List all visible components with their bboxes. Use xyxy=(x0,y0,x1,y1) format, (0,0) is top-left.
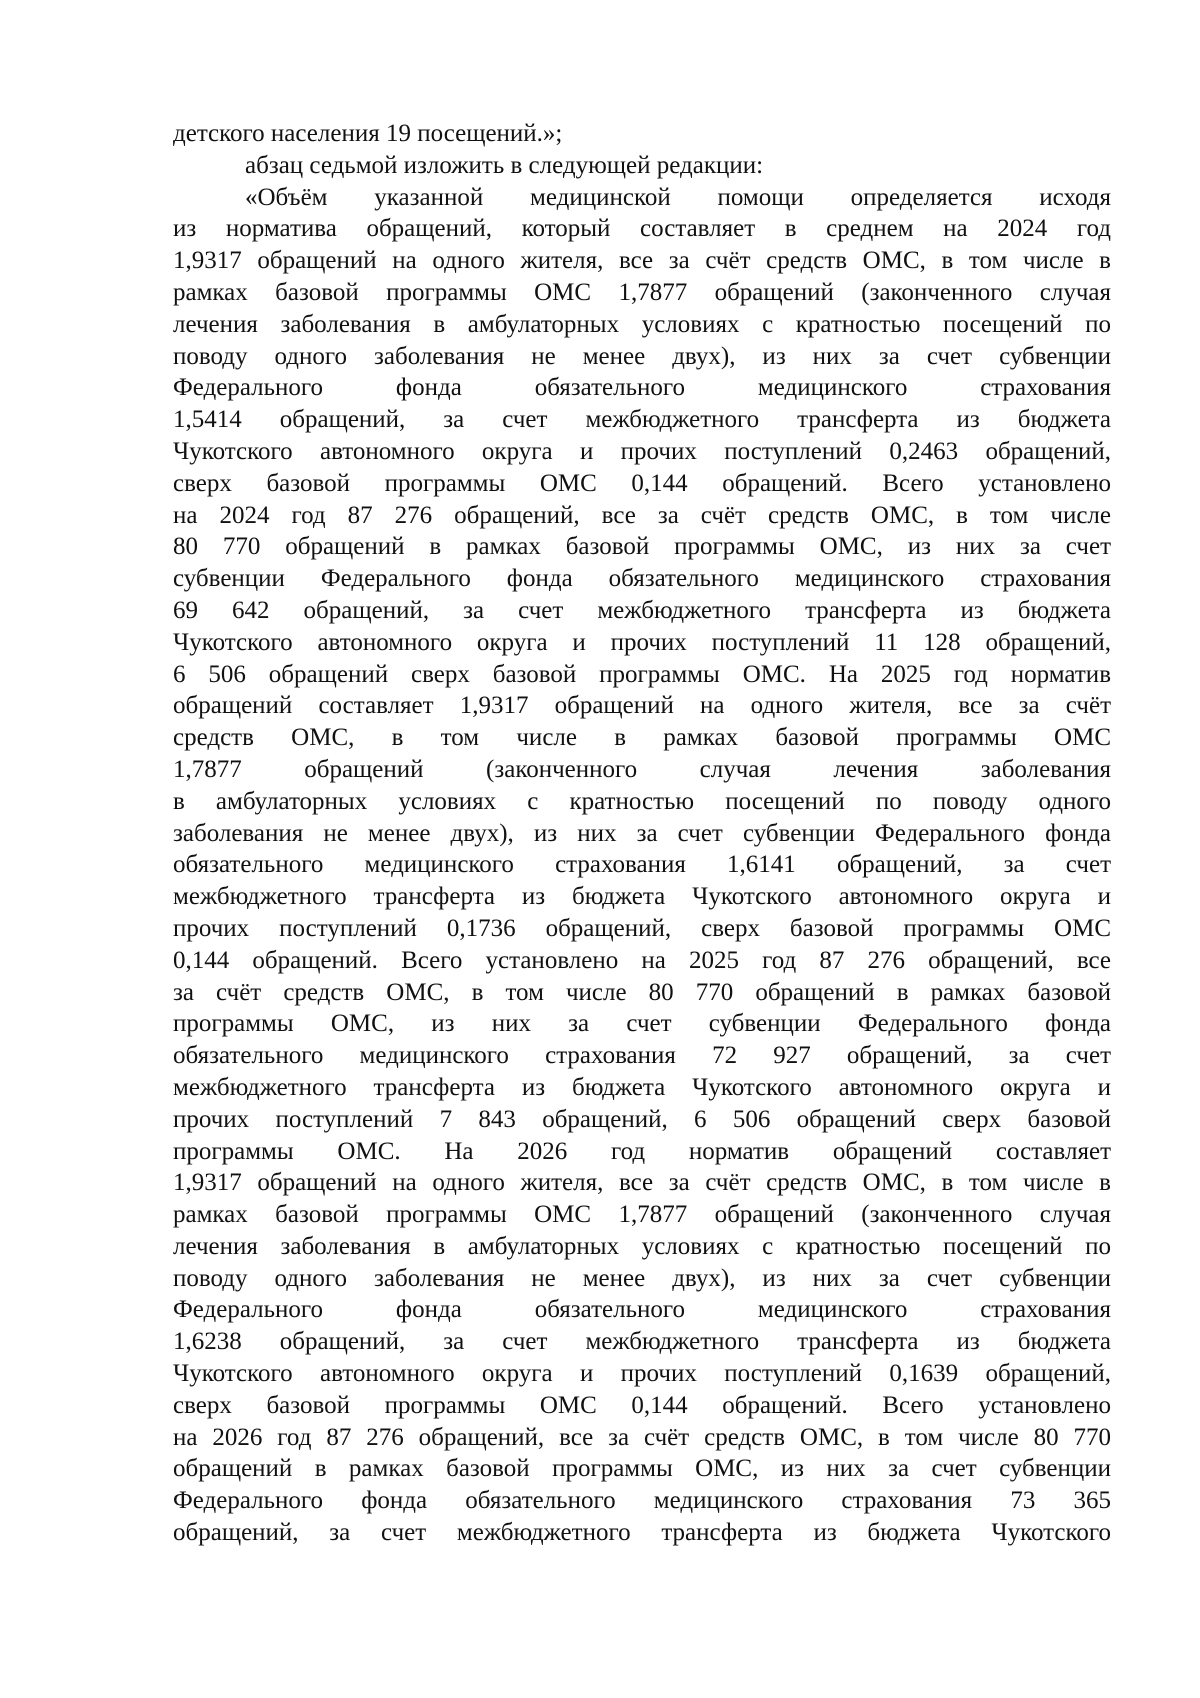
document-text-line: обязательного медицинского страхования 72 927 обращений, за счет xyxy=(173,1042,1111,1070)
document-text-line: лечения заболевания в амбулаторных условиях с кратностью посещений по xyxy=(173,1232,1111,1260)
document-text-line: межбюджетного трансферта из бюджета Чукотского автономного округа и xyxy=(173,1073,1111,1101)
document-text-line: обязательного медицинского страхования 1,6141 обращений, за счет xyxy=(173,851,1111,879)
document-text-line: рамках базовой программы ОМС 1,7877 обращений (законченного случая xyxy=(173,278,1111,306)
document-text-line: Чукотского автономного округа и прочих поступлений 11 128 обращений, xyxy=(173,628,1111,656)
document-text-line: Федерального фонда обязательного медицинского страхования xyxy=(173,374,1111,402)
document-text-line: прочих поступлений 0,1736 обращений, сверх базовой программы ОМС xyxy=(173,914,1111,942)
document-text-line: Федерального фонда обязательного медицинского страхования 73 365 xyxy=(173,1487,1111,1515)
document-text-line: сверх базовой программы ОМС 0,144 обращений. Всего установлено xyxy=(173,1391,1111,1419)
document-text-line: межбюджетного трансферта из бюджета Чукотского автономного округа и xyxy=(173,883,1111,911)
document-text-line: лечения заболевания в амбулаторных условиях с кратностью посещений по xyxy=(173,310,1111,338)
document-text-line: субвенции Федерального фонда обязательного медицинского страхования xyxy=(173,565,1111,593)
document-text-line: 1,9317 обращений на одного жителя, все за счёт средств ОМС, в том числе в xyxy=(173,247,1111,275)
document-text-line: обращений составляет 1,9317 обращений на одного жителя, все за счёт xyxy=(173,692,1111,720)
document-text-line: 1,5414 обращений, за счет межбюджетного трансферта из бюджета xyxy=(173,406,1111,434)
document-text-line: поводу одного заболевания не менее двух), из них за счет субвенции xyxy=(173,342,1111,370)
document-text-line: детского населения 19 посещений.»; xyxy=(173,120,563,147)
document-text-line: Чукотского автономного округа и прочих поступлений 0,2463 обращений, xyxy=(173,437,1111,465)
document-text-line: Чукотского автономного округа и прочих поступлений 0,1639 обращений, xyxy=(173,1360,1111,1388)
document-text-line: средств ОМС, в том числе в рамках базовой программы ОМС xyxy=(173,724,1111,752)
document-text-line: сверх базовой программы ОМС 0,144 обращений. Всего установлено xyxy=(173,469,1111,497)
document-text-line: программы ОМС. На 2026 год норматив обращений составляет xyxy=(173,1137,1111,1165)
document-text-line: обращений, за счет межбюджетного трансферта из бюджета Чукотского xyxy=(173,1519,1111,1547)
document-text-line: абзац седьмой изложить в следующей редакции: xyxy=(245,151,764,179)
document-text-line: в амбулаторных условиях с кратностью посещений по поводу одного xyxy=(173,787,1111,815)
document-text-line: 6 506 обращений сверх базовой программы ОМС. На 2025 год норматив xyxy=(173,660,1111,688)
document-text-line: заболевания не менее двух), из них за счет субвенции Федерального фонда xyxy=(173,819,1111,847)
document-text-line: обращений в рамках базовой программы ОМС, из них за счет субвенции xyxy=(173,1455,1111,1483)
document-text-line: «Объём указанной медицинской помощи определяется исходя xyxy=(245,183,1111,211)
document-text-line: 69 642 обращений, за счет межбюджетного трансферта из бюджета xyxy=(173,596,1111,624)
document-text-line: из норматива обращений, который составляет в среднем на 2024 год xyxy=(173,215,1111,243)
document-text-line: на 2026 год 87 276 обращений, все за счёт средств ОМС, в том числе 80 770 xyxy=(173,1423,1111,1451)
document-text-line: 1,7877 обращений (законченного случая лечения заболевания xyxy=(173,755,1111,783)
document-text-line: на 2024 год 87 276 обращений, все за счёт средств ОМС, в том числе xyxy=(173,501,1111,529)
document-text-line: 1,9317 обращений на одного жителя, все за счёт средств ОМС, в том числе в xyxy=(173,1169,1111,1197)
document-text-line: за счёт средств ОМС, в том числе 80 770 обращений в рамках базовой xyxy=(173,978,1111,1006)
document-text-line: рамках базовой программы ОМС 1,7877 обращений (законченного случая xyxy=(173,1201,1111,1229)
document-text-line: прочих поступлений 7 843 обращений, 6 506 обращений сверх базовой xyxy=(173,1105,1111,1133)
document-text-line: 0,144 обращений. Всего установлено на 2025 год 87 276 обращений, все xyxy=(173,946,1111,974)
document-text-line: поводу одного заболевания не менее двух), из них за счет субвенции xyxy=(173,1264,1111,1292)
document-text-line: 1,6238 обращений, за счет межбюджетного трансферта из бюджета xyxy=(173,1328,1111,1356)
document-text-line: 80 770 обращений в рамках базовой программы ОМС, из них за счет xyxy=(173,533,1111,561)
document-body xyxy=(173,118,1111,1549)
document-text-line: Федерального фонда обязательного медицинского страхования xyxy=(173,1296,1111,1324)
document-text-line: программы ОМС, из них за счет субвенции Федерального фонда xyxy=(173,1010,1111,1038)
